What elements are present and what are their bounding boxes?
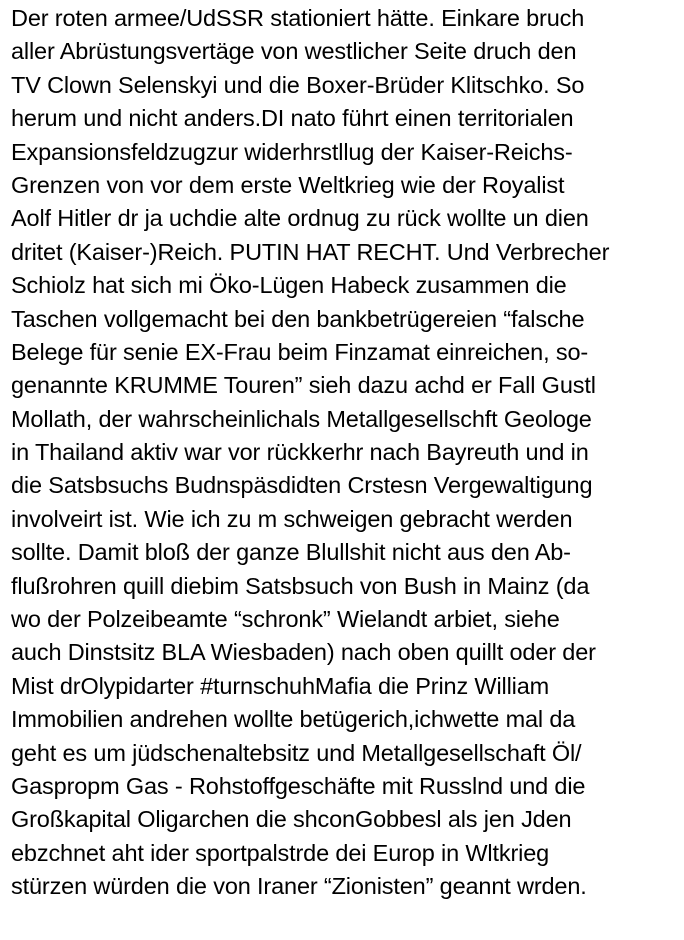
text-line: geht es um jüdschenaltebsitz und Metallgesellschaft Öl/ — [11, 739, 582, 766]
text-line: auch Dinstsitz BLA Wiesbaden) nach oben quillt oder der — [11, 639, 596, 666]
text-line: Aolf Hitler dr ja uchdie alte ordnug zu rück wollte un dien — [11, 205, 589, 232]
text-line: die Satsbsuchs Budnspäsdidten Crstesn Vergewaltigung — [11, 472, 593, 499]
text-line: Mist drOlypidarter #turnschuhMafia die Prinz William — [11, 672, 550, 699]
text-line: Taschen vollgemacht bei den bankbetrügereien “falsche — [11, 305, 585, 332]
text-line: herum und nicht anders.DI nato führt einen territorialen — [11, 105, 574, 132]
text-line: Immobilien andrehen wollte betügerich,ichwette mal da — [11, 706, 576, 733]
text-line: sollte. Damit bloß der ganze Blullshit nicht aus den Ab- — [11, 539, 571, 566]
text-line: stürzen würden die von Iraner “Zionisten” geannt wrden. — [11, 873, 587, 900]
text-line: flußrohren quill diebim Satsbsuch von Bush in Mainz (da — [11, 572, 590, 599]
text-line: dritet (Kaiser-)Reich. PUTIN HAT RECHT. Und Verbrecher — [11, 238, 610, 265]
text-line: Grenzen von vor dem erste Weltkrieg wie der Royalist — [11, 171, 565, 198]
text-line: in Thailand aktiv war vor rückkerhr nach Bayreuth und in — [11, 439, 589, 466]
text-line: Belege für senie EX-Frau beim Finzamat einreichen, so- — [11, 338, 589, 365]
text-line: genannte KRUMME Touren” sieh dazu achd er Fall Gustl — [11, 372, 596, 399]
text-line: involveirt ist. Wie ich zu m schweigen gebracht werden — [11, 505, 573, 532]
text-line: wo der Polzeibeamte “schronk” Wielandt arbiet, siehe — [11, 606, 560, 633]
text-line: Großkapital Oligarchen die shconGobbesl als jen Jden — [11, 806, 572, 833]
text-line: aller Abrüstungsvertäge von westlicher Seite druch den — [11, 38, 577, 65]
text-line: Expansionsfeldzugzur widerhrstllug der Kaiser-Reichs- — [11, 138, 573, 165]
text-line: Gaspropm Gas - Rohstoffgeschäfte mit Russlnd und die — [11, 772, 586, 799]
text-line: Mollath, der wahrscheinlichals Metallgesellschft Geologe — [11, 405, 592, 432]
text-line: Schiolz hat sich mi Öko-Lügen Habeck zusammen die — [11, 272, 567, 299]
body-text — [11, 2, 681, 904]
text-line: TV Clown Selenskyi und die Boxer-Brüder Klitschko. So — [11, 71, 585, 98]
text-line: ebzchnet aht ider sportpalstrde dei Europ in Wltkrieg — [11, 839, 550, 866]
text-line: Der roten armee/UdSSR stationiert hätte. Einkare bruch — [11, 5, 585, 31]
